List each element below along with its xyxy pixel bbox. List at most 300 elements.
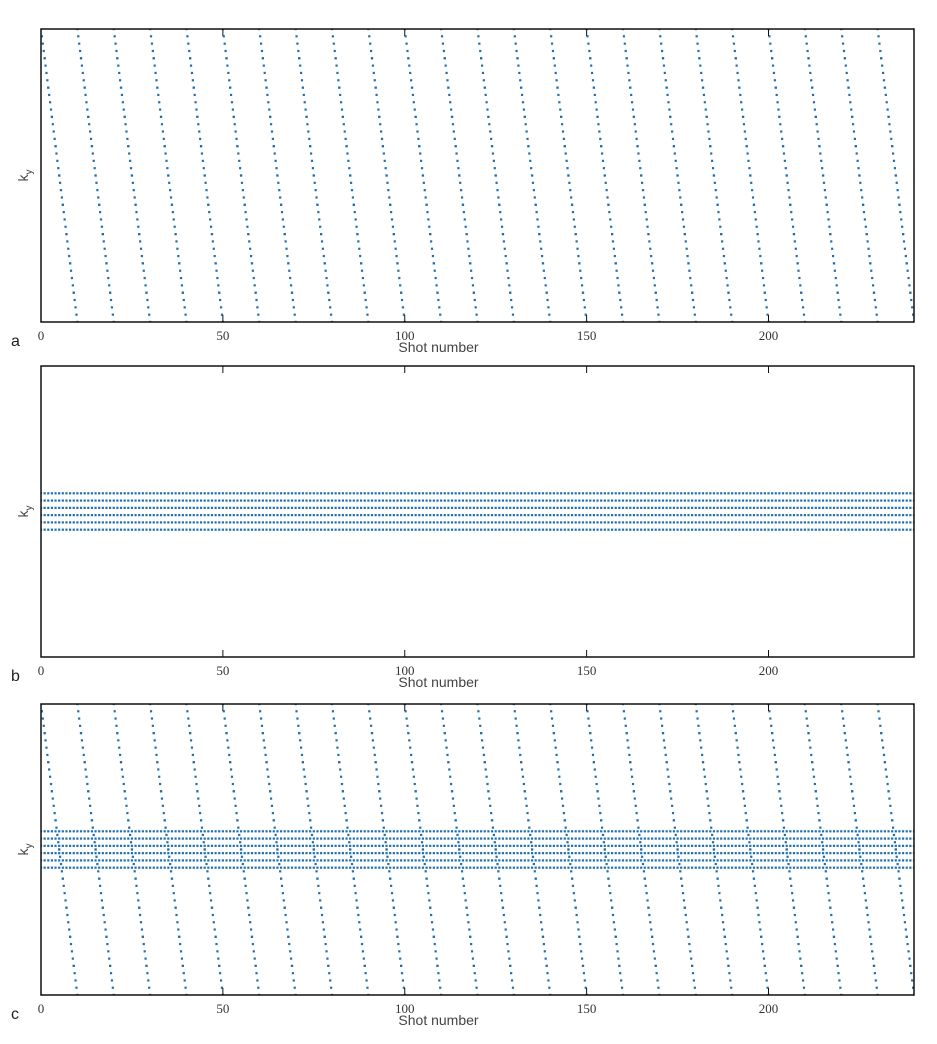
data-point xyxy=(898,837,900,839)
data-point xyxy=(738,492,740,494)
data-point xyxy=(607,521,609,523)
data-point xyxy=(385,859,387,861)
data-point xyxy=(545,284,547,286)
data-point xyxy=(665,79,667,81)
data-point xyxy=(502,529,504,531)
data-point xyxy=(713,492,715,494)
data-point xyxy=(446,754,448,756)
data-point xyxy=(422,830,424,832)
data-point xyxy=(373,747,375,749)
data-point xyxy=(644,852,646,854)
data-point xyxy=(763,284,765,286)
data-point xyxy=(155,79,157,81)
data-point xyxy=(738,521,740,523)
data-point xyxy=(419,827,421,829)
data-point xyxy=(818,492,820,494)
data-point xyxy=(360,852,362,854)
data-point xyxy=(782,499,784,501)
data-point xyxy=(369,717,371,719)
data-point xyxy=(806,43,808,45)
data-point xyxy=(371,852,373,854)
data-point xyxy=(873,529,875,531)
data-point xyxy=(782,529,784,531)
data-point xyxy=(775,845,777,847)
data-point xyxy=(844,521,846,523)
data-point xyxy=(105,492,107,494)
data-point xyxy=(131,514,133,516)
data-point xyxy=(475,979,477,981)
data-point xyxy=(593,87,595,89)
data-point xyxy=(666,529,668,531)
data-point xyxy=(851,514,853,516)
data-point xyxy=(160,830,162,832)
data-point xyxy=(495,830,497,832)
data-point xyxy=(689,277,691,279)
data-point xyxy=(393,529,395,531)
data-point xyxy=(98,837,100,839)
data-point xyxy=(909,830,911,832)
data-point xyxy=(727,845,729,847)
data-point xyxy=(153,830,155,832)
data-point xyxy=(235,812,237,814)
data-point xyxy=(858,867,860,869)
data-point xyxy=(204,521,206,523)
data-point xyxy=(487,529,489,531)
data-point xyxy=(73,521,75,523)
data-point xyxy=(644,867,646,869)
data-point xyxy=(706,867,708,869)
data-point xyxy=(418,507,420,509)
x-tick-label: 50 xyxy=(216,663,230,678)
data-point xyxy=(320,492,322,494)
data-point xyxy=(909,492,911,494)
data-point xyxy=(360,492,362,494)
data-point xyxy=(160,521,162,523)
data-point xyxy=(502,492,504,494)
data-point xyxy=(891,529,893,531)
data-point xyxy=(746,507,748,509)
data-point xyxy=(811,492,813,494)
data-point xyxy=(94,174,96,176)
data-point xyxy=(324,529,326,531)
data-point xyxy=(411,529,413,531)
data-point xyxy=(666,492,668,494)
data-point xyxy=(490,812,492,814)
data-point xyxy=(462,521,464,523)
data-point xyxy=(140,248,142,250)
data-point xyxy=(236,507,238,509)
data-point xyxy=(746,145,748,147)
data-point xyxy=(676,830,678,832)
data-point xyxy=(404,859,406,861)
data-point xyxy=(797,852,799,854)
data-point xyxy=(331,529,333,531)
data-point xyxy=(470,943,472,945)
data-point xyxy=(382,845,384,847)
data-point xyxy=(884,845,886,847)
data-point xyxy=(80,514,82,516)
data-point xyxy=(102,837,104,839)
data-point xyxy=(465,226,467,228)
data-point xyxy=(205,182,207,184)
data-point xyxy=(281,211,283,213)
data-point xyxy=(255,529,257,531)
data-point xyxy=(324,859,326,861)
data-point xyxy=(109,830,111,832)
data-point xyxy=(451,790,453,792)
data-point xyxy=(233,830,235,832)
data-point xyxy=(627,72,629,74)
data-point xyxy=(669,492,671,494)
data-point xyxy=(193,529,195,531)
data-point xyxy=(469,845,471,847)
data-point xyxy=(295,867,297,869)
data-point xyxy=(149,830,151,832)
data-point xyxy=(618,830,620,832)
data-point xyxy=(185,830,187,832)
data-point xyxy=(491,837,493,839)
data-point xyxy=(510,972,512,974)
data-point xyxy=(862,529,864,531)
data-point xyxy=(109,507,111,509)
data-point xyxy=(215,514,217,516)
data-point xyxy=(287,507,289,509)
data-point xyxy=(153,867,155,869)
data-point xyxy=(393,521,395,523)
data-point xyxy=(725,270,727,272)
data-point xyxy=(352,196,354,198)
data-point xyxy=(505,255,507,257)
data-point xyxy=(462,852,464,854)
data-point xyxy=(869,492,871,494)
data-point xyxy=(910,299,912,301)
data-point xyxy=(866,499,868,501)
data-point xyxy=(874,299,876,301)
data-point xyxy=(495,529,497,531)
data-point xyxy=(193,761,195,763)
data-point xyxy=(569,189,571,191)
data-point xyxy=(120,507,122,509)
data-point xyxy=(727,521,729,523)
data-point xyxy=(745,138,747,140)
data-point xyxy=(425,867,427,869)
data-point xyxy=(524,852,526,854)
data-point xyxy=(742,499,744,501)
data-point xyxy=(269,830,271,832)
data-point xyxy=(197,123,199,125)
data-point xyxy=(706,845,708,847)
data-point xyxy=(767,867,769,869)
data-point xyxy=(476,529,478,531)
data-point xyxy=(247,867,249,869)
data-point xyxy=(687,845,689,847)
data-point xyxy=(127,521,129,523)
data-point xyxy=(116,859,118,861)
x-tick-label: 0 xyxy=(37,328,45,343)
data-point xyxy=(44,492,46,494)
data-point xyxy=(244,845,246,847)
data-point xyxy=(349,507,351,509)
data-point xyxy=(73,507,75,509)
data-point xyxy=(44,507,46,509)
data-point xyxy=(411,507,413,509)
data-point xyxy=(178,514,180,516)
data-point xyxy=(222,507,224,509)
data-point xyxy=(44,837,46,839)
data-point xyxy=(895,514,897,516)
data-point xyxy=(691,499,693,501)
data-point xyxy=(54,837,56,839)
data-point xyxy=(375,87,377,89)
data-point xyxy=(651,492,653,494)
data-point xyxy=(855,830,857,832)
data-point xyxy=(520,492,522,494)
data-point xyxy=(198,805,200,807)
data-point xyxy=(360,845,362,847)
data-point xyxy=(165,160,167,162)
data-point xyxy=(116,867,118,869)
data-point xyxy=(633,529,635,531)
data-point xyxy=(102,507,104,509)
data-point xyxy=(826,521,828,523)
data-point xyxy=(755,218,757,220)
data-point xyxy=(520,852,522,854)
data-point xyxy=(820,160,822,162)
data-point xyxy=(73,499,75,501)
data-point xyxy=(556,514,558,516)
data-point xyxy=(626,514,628,516)
data-point xyxy=(655,852,657,854)
data-point xyxy=(153,859,155,861)
data-point xyxy=(345,830,347,832)
data-point xyxy=(660,43,662,45)
data-points-b xyxy=(40,492,915,531)
data-point xyxy=(589,529,591,531)
data-point xyxy=(178,529,180,531)
data-point xyxy=(105,262,107,264)
data-point xyxy=(93,160,95,162)
data-point xyxy=(219,299,221,301)
data-point xyxy=(622,529,624,531)
data-point xyxy=(90,812,92,814)
data-point xyxy=(346,827,348,829)
data-point xyxy=(640,852,642,854)
data-point xyxy=(444,57,446,59)
data-point xyxy=(578,867,580,869)
data-point xyxy=(400,514,402,516)
data-point xyxy=(54,852,56,854)
data-point xyxy=(273,521,275,523)
data-point xyxy=(320,521,322,523)
data-point xyxy=(213,248,215,250)
diagonal-stripes-a xyxy=(40,28,915,323)
data-point xyxy=(842,43,844,45)
data-point xyxy=(47,867,49,869)
data-point xyxy=(524,830,526,832)
data-point xyxy=(269,116,271,118)
data-point xyxy=(405,717,407,719)
data-points-c xyxy=(40,703,915,996)
data-point xyxy=(269,790,271,792)
data-point xyxy=(480,507,482,509)
data-point xyxy=(782,521,784,523)
data-point xyxy=(389,878,391,880)
data-point xyxy=(535,492,537,494)
data-point xyxy=(149,514,151,516)
data-point xyxy=(815,514,817,516)
data-point xyxy=(847,507,849,509)
data-point xyxy=(189,859,191,861)
data-point xyxy=(145,499,147,501)
data-point xyxy=(291,859,293,861)
data-point xyxy=(98,867,100,869)
data-point xyxy=(858,837,860,839)
data-point xyxy=(207,492,209,494)
data-point xyxy=(391,892,393,894)
data-point xyxy=(171,852,173,854)
data-point xyxy=(349,521,351,523)
data-point xyxy=(506,270,508,272)
data-point xyxy=(404,837,406,839)
data-point xyxy=(775,837,777,839)
data-point xyxy=(80,837,82,839)
data-point xyxy=(488,797,490,799)
data-point xyxy=(702,830,704,832)
data-point xyxy=(526,138,528,140)
data-point xyxy=(229,837,231,839)
data-point xyxy=(280,507,282,509)
data-point xyxy=(364,837,366,839)
data-point xyxy=(302,514,304,516)
data-point xyxy=(356,859,358,861)
data-point xyxy=(742,116,744,118)
data-point xyxy=(232,783,234,785)
data-point xyxy=(778,830,780,832)
data-point xyxy=(804,507,806,509)
data-point xyxy=(458,492,460,494)
data-point xyxy=(640,492,642,494)
data-point xyxy=(91,145,93,147)
data-point xyxy=(335,845,337,847)
data-point xyxy=(487,830,489,832)
data-point xyxy=(129,834,131,836)
data-point xyxy=(567,521,569,523)
data-point xyxy=(807,852,809,854)
data-point xyxy=(600,145,602,147)
data-point xyxy=(316,507,318,509)
data-point xyxy=(425,204,427,206)
data-point xyxy=(546,852,548,854)
data-point xyxy=(906,830,908,832)
data-point xyxy=(782,867,784,869)
data-point xyxy=(244,529,246,531)
data-point xyxy=(65,859,67,861)
data-point xyxy=(847,867,849,869)
data-point xyxy=(349,867,351,869)
data-point xyxy=(295,830,297,832)
data-point xyxy=(449,776,451,778)
data-point xyxy=(482,747,484,749)
data-point xyxy=(622,507,624,509)
data-point xyxy=(764,830,766,832)
data-point xyxy=(892,152,894,154)
data-point xyxy=(62,499,64,501)
data-point xyxy=(764,507,766,509)
data-point xyxy=(61,196,63,198)
data-point xyxy=(338,837,340,839)
data-point xyxy=(84,830,86,832)
data-point xyxy=(797,499,799,501)
data-point xyxy=(313,830,315,832)
data-point xyxy=(91,521,93,523)
data-point xyxy=(241,856,243,858)
data-point xyxy=(320,907,322,909)
data-point xyxy=(440,492,442,494)
data-point xyxy=(553,830,555,832)
data-point xyxy=(304,101,306,103)
data-point xyxy=(860,189,862,191)
data-point xyxy=(327,507,329,509)
data-point xyxy=(636,830,638,832)
data-point xyxy=(186,35,188,37)
data-point xyxy=(741,108,743,110)
data-point xyxy=(887,529,889,531)
data-point xyxy=(697,50,699,52)
data-point xyxy=(670,123,672,125)
data-point xyxy=(828,226,830,228)
data-point xyxy=(706,852,708,854)
data-point xyxy=(240,848,242,850)
data-point xyxy=(633,499,635,501)
data-point xyxy=(102,529,104,531)
data-point xyxy=(196,852,198,854)
data-point xyxy=(325,950,327,952)
data-point xyxy=(622,499,624,501)
data-point xyxy=(840,492,842,494)
data-point xyxy=(109,859,111,861)
data-point xyxy=(244,492,246,494)
data-point xyxy=(586,499,588,501)
data-point xyxy=(317,211,319,213)
data-point xyxy=(491,859,493,861)
data-point xyxy=(582,837,584,839)
data-point xyxy=(615,837,617,839)
data-point xyxy=(556,521,558,523)
data-point xyxy=(349,859,351,861)
data-point xyxy=(51,830,53,832)
data-point xyxy=(378,852,380,854)
data-point xyxy=(160,859,162,861)
data-point xyxy=(393,830,395,832)
data-point xyxy=(735,852,737,854)
data-point xyxy=(77,710,79,712)
data-point xyxy=(149,837,151,839)
data-point xyxy=(179,943,181,945)
data-point xyxy=(484,514,486,516)
data-point xyxy=(568,182,570,184)
data-point xyxy=(166,167,168,169)
data-point xyxy=(720,852,722,854)
data-point xyxy=(675,160,677,162)
data-point xyxy=(378,830,380,832)
data-point xyxy=(207,878,209,880)
data-point xyxy=(316,859,318,861)
data-point xyxy=(797,521,799,523)
data-point xyxy=(535,521,537,523)
data-point xyxy=(713,845,715,847)
data-point xyxy=(240,521,242,523)
data-point xyxy=(706,837,708,839)
